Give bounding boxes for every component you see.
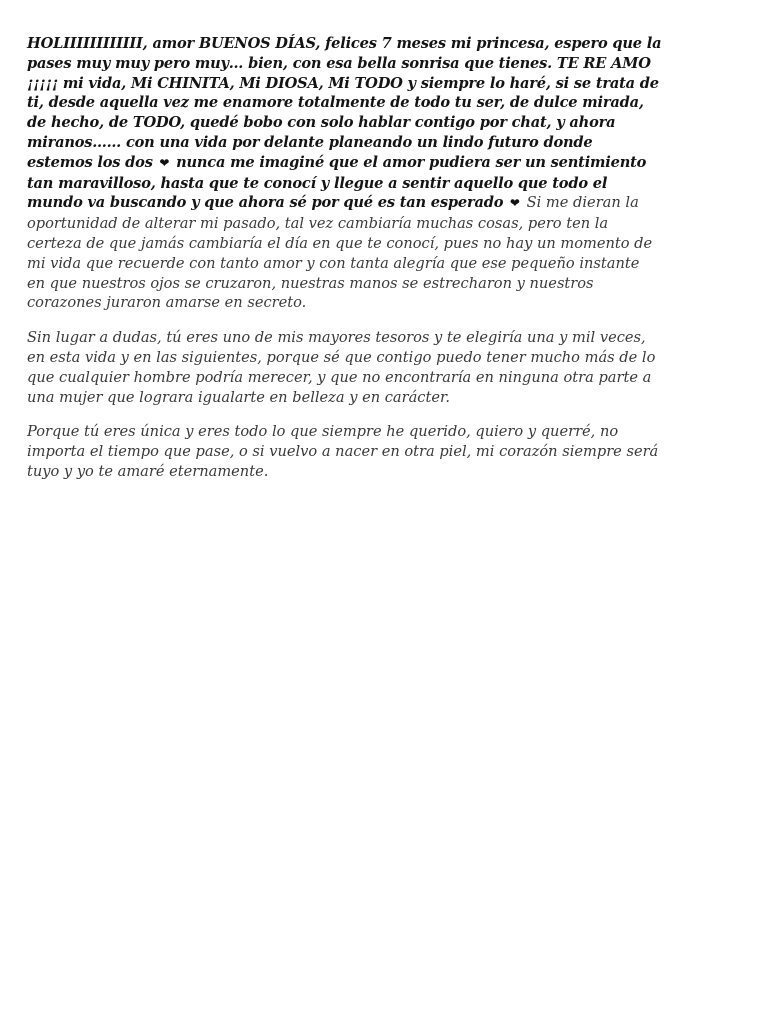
paragraph-1-bold-text-a: HOLIIIIIIIIIIII, amor BUENOS DÍAS, felices 7 meses mi princesa, espero que la pases muy muy pero muy… bien, con esa bella sonrisa que tienes. TE RE AMO ¡¡¡¡¡ mi vida, Mi CHINITA, Mi DIOSA, Mi TODO y siempre lo haré, si se trata de ti, desde aquella vez me enamore totalmente de todo tu ser, de dulce mirada, de hecho, de TODO, quedé bobo con solo hablar contigo por chat, y ahora miranos…… con una vida por delante planeando un lindo futuro donde estemos los dos: [27, 35, 662, 171]
paragraph-1: [27, 34, 662, 313]
heart-icon: ❤: [159, 155, 170, 170]
paragraph-1-bold-text-b: nunca me imaginé que el amor pudiera ser un sentimiento tan maravilloso, hasta que te conocí y llegue a sentir aquello que todo el mundo va buscando y que ahora sé por qué es tan esperado: [27, 153, 647, 212]
paragraph-1-light-text: Si me dieran la oportunidad de alterar mi pasado, tal vez cambiaría muchas cosas, pero ten la certeza de que jamás cambiaría el día en que te conocí, pues no hay un momento de mi vida que recuerde con tanto amor y con tanta alegría que ese pequeño instante en que nuestros ojos se cruzaron, nuestras manos se estrecharon y nuestros corazones juraron amarse en secreto.: [27, 194, 653, 312]
paragraph-3: Porque tú eres única y eres todo lo que siempre he querido, quiero y querré, no importa el tiempo que pase, o si vuelvo a nacer en otra piel, mi corazón siempre será tuyo y yo te amaré eternamente.: [27, 423, 659, 480]
paragraph-2: Sin lugar a dudas, tú eres uno de mis mayores tesoros y te elegiría una y mil veces, en esta vida y en las siguientes, porque sé que contigo puedo tener mucho más de lo que cualquier hombre podría merecer, y que no encontraría en ninguna otra parte a una mujer que lograra igualarte en belleza y en carácter.: [27, 329, 656, 406]
document-page: [27, 34, 662, 497]
heart-icon: ❤: [509, 196, 520, 211]
